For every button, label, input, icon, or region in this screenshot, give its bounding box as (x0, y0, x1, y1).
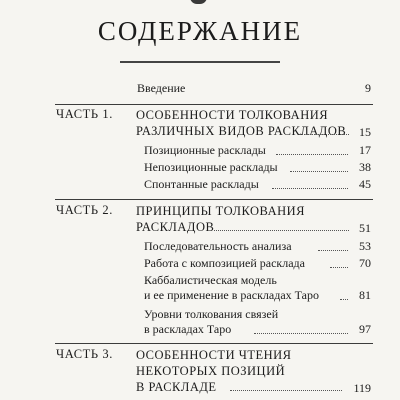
toc-entry (144, 307, 373, 339)
leader-dots (340, 298, 348, 300)
entry-label: и ее применение в раскладах Таро (144, 288, 320, 302)
entry-page: 45 (359, 177, 371, 191)
leader-dots (276, 153, 348, 155)
table-of-contents-page: СОДЕРЖАНИЕ Введение 9 ЧАСТЬ 1. ОСОБЕННОСТИ ТОЛКОВАНИЯ РАЗЛИЧНЫХ ВИДОВ РАСКЛАДОВ 15 Позиционные расклады 17 Непозиционные расклады 38 Спонтанные расклады 45 ЧАСТЬ 2. ПРИНЦИПЫ ТОЛКОВАНИЯ РАСКЛАДОВ 51 Последовательность анализа 53 Работа с композицией расклада 70 Каббалистическая модель и ее применение в раскладах Таро 81 Уровни толкования связей в раскладах Таро 97 ЧАСТЬ 3. ОСОБЕННОСТИ ЧТЕНИЯ НЕКОТОРЫХ ПОЗИЦИЙ В РАСКЛАДЕ 119 (0, 0, 400, 400)
title-underline (120, 61, 280, 63)
title-line: РАЗЛИЧНЫХ ВИДОВ РАСКЛАДОВ (136, 124, 347, 138)
entry-label: Спонтанные расклады (144, 177, 259, 191)
toc-entry (144, 160, 373, 175)
entry-label: Каббалистическая модель (144, 273, 277, 287)
divider (55, 104, 373, 105)
leader-dots (290, 170, 348, 172)
toc-entry (144, 177, 373, 192)
title-line: ОСОБЕННОСТИ ЧТЕНИЯ (136, 348, 292, 362)
entry-label: Введение (137, 81, 186, 95)
toc-entry (144, 256, 373, 271)
leader-dots (214, 229, 349, 231)
toc-entry (144, 273, 373, 305)
title-line: ПРИНЦИПЫ ТОЛКОВАНИЯ (136, 204, 306, 218)
entry-label: Непозиционные расклады (144, 160, 278, 174)
entry-label: в раскладах Таро (144, 322, 232, 336)
leader-dots (330, 266, 348, 268)
page-title: СОДЕРЖАНИЕ (97, 16, 303, 46)
entry-page: 17 (359, 143, 371, 157)
leader-dots (254, 332, 348, 334)
toc-entry-intro (137, 81, 373, 96)
entry-label: Позиционные расклады (144, 143, 266, 157)
divider (55, 343, 373, 344)
entry-page: 38 (359, 160, 371, 174)
toc-entry (144, 239, 373, 254)
entry-label: Уровни толкования связей (144, 307, 279, 321)
divider (55, 199, 373, 200)
title-line: В РАСКЛАДЕ (136, 380, 217, 394)
entry-page: 97 (359, 322, 371, 336)
leader-dots (230, 389, 342, 391)
entry-label: Последовательность анализа (144, 239, 292, 253)
entry-label: Работа с композицией расклада (144, 256, 305, 270)
part-3-number: ЧАСТЬ 3. (56, 347, 113, 361)
entry-page: 70 (359, 256, 371, 270)
leader-dots (272, 187, 348, 189)
toc-entry (144, 143, 373, 158)
entry-page: 81 (359, 288, 371, 302)
title-line: НЕКОТОРЫХ ПОЗИЦИЙ (136, 364, 286, 378)
title-line: ОСОБЕННОСТИ ТОЛКОВАНИЯ (136, 108, 329, 122)
title-line: РАСКЛАДОВ (136, 220, 215, 234)
part-3-title (136, 347, 292, 395)
ornament-icon (190, 0, 207, 4)
entry-page: 53 (359, 239, 371, 253)
leader-dots (299, 133, 349, 135)
part-1-number: ЧАСТЬ 1. (56, 107, 113, 121)
entry-page: 9 (365, 81, 371, 95)
leader-dots (318, 249, 348, 251)
part-2-number: ЧАСТЬ 2. (56, 203, 113, 217)
